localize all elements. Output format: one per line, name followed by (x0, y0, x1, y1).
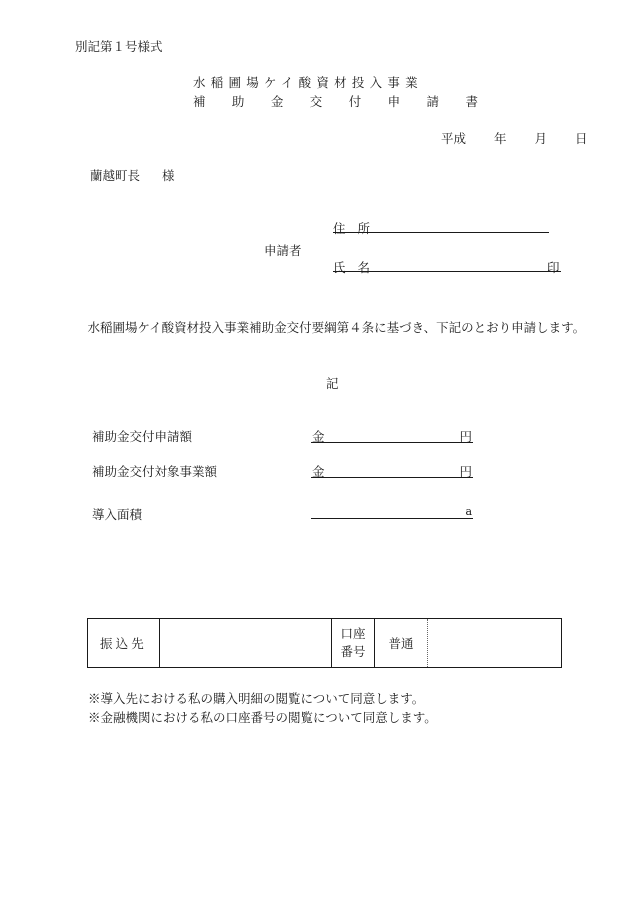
form-number: 別記第１号様式 (75, 39, 163, 54)
title-char: 請 (426, 94, 440, 109)
recipient-honorific: 様 (162, 168, 175, 183)
recipient-name: 蘭越町長 (90, 168, 141, 183)
title-char: 付 (348, 94, 362, 109)
amount-suffix: 円 (459, 429, 472, 444)
account-number-label-line: 口座 (340, 626, 366, 641)
title-char: 交 (309, 94, 323, 109)
bank-transfer-table (87, 618, 562, 668)
date-year: 年 (494, 131, 507, 146)
name-field[interactable] (333, 271, 561, 272)
application-statement: 水稲圃場ケイ酸資材投入事業補助金交付要綱第４条に基づき、下記のとおり申請します。 (87, 320, 586, 335)
amount-prefix: 金 (312, 429, 325, 444)
name-label-char: 名 (357, 260, 371, 275)
consent-note-purchase: ※導入先における私の購入明細の閲覧について同意します。 (88, 691, 425, 706)
application-amount-field[interactable] (311, 427, 473, 443)
transfer-destination-label: 振込先 (88, 619, 160, 668)
amount-prefix: 金 (312, 464, 325, 479)
transfer-destination-field[interactable] (160, 619, 332, 668)
document-title-line1: 水稲圃場ケイ酸資材投入事業 (193, 75, 423, 90)
account-number-label-line: 番号 (340, 644, 366, 659)
project-amount-field[interactable] (311, 462, 473, 478)
title-char: 金 (270, 94, 284, 109)
document-title-line2 (193, 92, 478, 110)
date-era: 平成 (441, 131, 467, 146)
address-label-char: 所 (357, 221, 371, 236)
title-char: 助 (231, 94, 245, 109)
application-date (441, 129, 588, 147)
name-label (333, 258, 370, 276)
area-unit: a (465, 505, 472, 518)
recipient (90, 166, 175, 184)
title-char: 書 (465, 94, 478, 109)
account-type: 普通 (375, 619, 428, 668)
consent-note-account: ※金融機関における私の口座番号の閲覧について同意します。 (88, 710, 437, 725)
area-field[interactable] (311, 503, 473, 519)
title-char: 補 (193, 94, 206, 109)
ki-heading: 記 (326, 376, 339, 391)
account-number-field[interactable] (428, 619, 562, 668)
address-label-char: 住 (333, 221, 346, 236)
bank-transfer-row (88, 619, 562, 668)
date-month: 月 (534, 131, 548, 146)
date-day: 日 (575, 131, 588, 146)
title-char: 申 (387, 94, 401, 109)
item-label-project-amount: 補助金交付対象事業額 (92, 464, 218, 479)
item-label-application-amount: 補助金交付申請額 (92, 429, 193, 444)
amount-suffix: 円 (459, 464, 472, 479)
seal-mark: 印 (547, 260, 560, 275)
applicant-label: 申請者 (264, 243, 302, 258)
address-field[interactable] (333, 232, 549, 233)
address-label (333, 219, 370, 237)
account-number-label (332, 619, 375, 668)
item-label-area: 導入面積 (92, 507, 143, 522)
name-label-char: 氏 (333, 260, 346, 275)
